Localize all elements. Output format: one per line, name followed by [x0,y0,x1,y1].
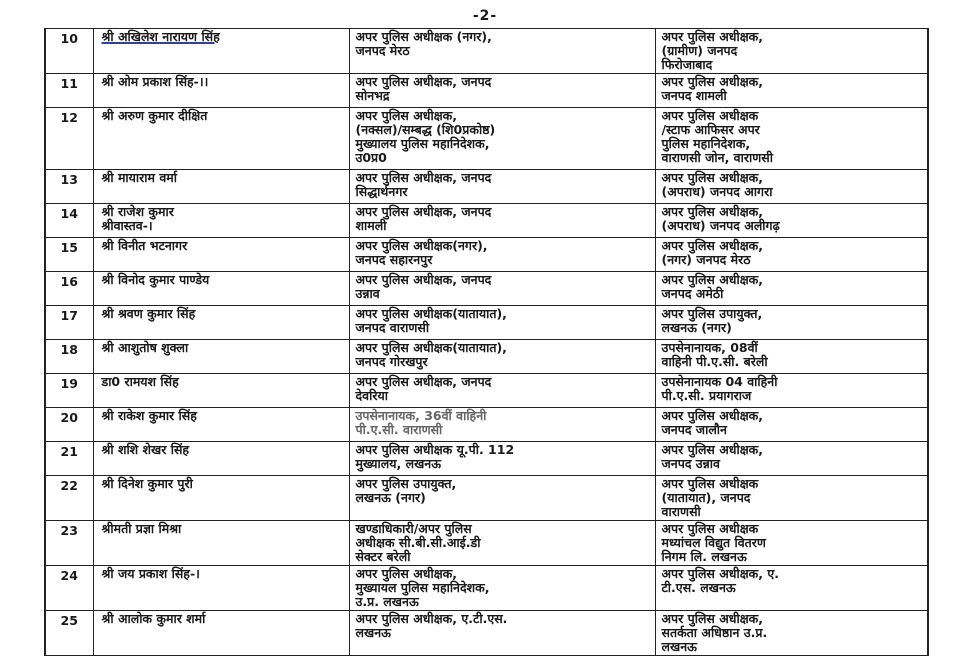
new-posting: अपर पुलिस अधीक्षक, सतर्कता अधिष्ठान उ.प्र. लखनऊ [655,611,928,656]
table-row [45,170,928,204]
new-posting: अपर पुलिस अधीक्षक, (अपराध) जनपद अलीगढ़ [655,204,928,238]
new-posting: अपर पुलिस अधीक्षक, (नगर) जनपद मेरठ [655,238,928,272]
officer-name: श्री श्रवण कुमार सिंह [93,306,349,340]
table-row [45,306,928,340]
serial-number: 19 [45,374,93,408]
new-posting: अपर पुलिस अधीक्षक, (ग्रामीण) जनपद फिरोजाबाद [655,29,928,74]
officer-name: श्री शशि शेखर सिंह [93,442,349,476]
page-number: -2- [472,8,498,24]
current-posting: अपर पुलिस अधीक्षक यू.पी. 112 मुख्यालय, लखनऊ [349,442,655,476]
table-row [45,408,928,442]
table-row [45,521,928,566]
serial-number: 10 [45,29,93,74]
serial-number: 15 [45,238,93,272]
table-row [45,108,928,170]
current-posting: अपर पुलिस अधीक्षक, जनपद उन्नाव [349,272,655,306]
new-posting: अपर पुलिस उपायुक्त, लखनऊ (नगर) [655,306,928,340]
table-row [45,238,928,272]
table-row [45,340,928,374]
serial-number: 14 [45,204,93,238]
current-posting: अपर पुलिस अधीक्षक (नगर), जनपद मेरठ [349,29,655,74]
table-row [45,29,928,74]
table-row [45,611,928,656]
serial-number: 12 [45,108,93,170]
current-posting: अपर पुलिस अधीक्षक, जनपद सिद्धार्थनगर [349,170,655,204]
new-posting: अपर पुलिस अधीक्षक, जनपद शामली [655,74,928,108]
new-posting: उपसेनानायक, 08वीं वाहिनी पी.ए.सी. बरेली [655,340,928,374]
officer-name: श्री ओम प्रकाश सिंह-।। [93,74,349,108]
officer-name: श्री जय प्रकाश सिंह-। [93,566,349,611]
serial-number: 23 [45,521,93,566]
transfer-table-container [44,28,927,654]
table-row [45,204,928,238]
current-posting: अपर पुलिस अधीक्षक, जनपद सोनभद्र [349,74,655,108]
officer-name: श्री दिनेश कुमार पुरी [93,476,349,521]
new-posting: अपर पुलिस अधीक्षक /स्टाफ आफिसर अपर पुलिस महानिदेशक, वाराणसी जोन, वाराणसी [655,108,928,170]
officer-name: श्री राजेश कुमार श्रीवास्तव-। [93,204,349,238]
table-row [45,566,928,611]
serial-number: 11 [45,74,93,108]
current-posting: अपर पुलिस अधीक्षक(यातायात), जनपद वाराणसी [349,306,655,340]
officer-name: श्री राकेश कुमार सिंह [93,408,349,442]
new-posting: उपसेनानायक 04 वाहिनी पी.ए.सी. प्रयागराज [655,374,928,408]
table-row [45,74,928,108]
officer-name: श्री विनीत भटनागर [93,238,349,272]
new-posting: अपर पुलिस अधीक्षक (यातायात), जनपद वाराणसी [655,476,928,521]
officer-name: श्री आशुतोष शुक्ला [93,340,349,374]
officer-name: श्री मायाराम वर्मा [93,170,349,204]
table-row [45,476,928,521]
table-row [45,272,928,306]
officer-name: श्री अखिलेश नारायण सिंह [93,29,349,74]
transfer-table [44,28,929,656]
officer-name: डा0 रामयश सिंह [93,374,349,408]
officer-name: श्री विनोद कुमार पाण्डेय [93,272,349,306]
current-posting: अपर पुलिस अधीक्षक, (नक्सल)/सम्बद्ध (शि0प्रकोष्ठ) मुख्यालय पुलिस महानिदेशक, उ0प्र0 [349,108,655,170]
current-posting: अपर पुलिस उपायुक्त, लखनऊ (नगर) [349,476,655,521]
current-posting: अपर पुलिस अधीक्षक, मुख्यायल पुलिस महानिदेशक, उ.प्र. लखनऊ [349,566,655,611]
current-posting: खण्डाधिकारी/अपर पुलिस अधीक्षक सी.बी.सी.आई.डी सेक्टर बरेली [349,521,655,566]
current-posting: अपर पुलिस अधीक्षक, जनपद शामली [349,204,655,238]
serial-number: 20 [45,408,93,442]
table-row [45,442,928,476]
new-posting: अपर पुलिस अधीक्षक, जनपद अमेठी [655,272,928,306]
new-posting: अपर पुलिस अधीक्षक, (अपराध) जनपद आगरा [655,170,928,204]
current-posting: अपर पुलिस अधीक्षक, जनपद देवरिया [349,374,655,408]
serial-number: 18 [45,340,93,374]
current-posting: अपर पुलिस अधीक्षक, ए.टी.एस. लखनऊ [349,611,655,656]
current-posting: उपसेनानायक, 36वीं वाहिनी पी.ए.सी. वाराणसी [349,408,655,442]
new-posting: अपर पुलिस अधीक्षक, ए. टी.एस. लखनऊ [655,566,928,611]
serial-number: 22 [45,476,93,521]
current-posting: अपर पुलिस अधीक्षक(यातायात), जनपद गोरखपुर [349,340,655,374]
serial-number: 24 [45,566,93,611]
serial-number: 16 [45,272,93,306]
serial-number: 13 [45,170,93,204]
table-row [45,374,928,408]
officer-name: श्रीमती प्रज्ञा मिश्रा [93,521,349,566]
current-posting: अपर पुलिस अधीक्षक(नगर), जनपद सहारनपुर [349,238,655,272]
serial-number: 21 [45,442,93,476]
officer-name: श्री अरुण कुमार दीक्षित [93,108,349,170]
serial-number: 25 [45,611,93,656]
new-posting: अपर पुलिस अधीक्षक, जनपद जालौन [655,408,928,442]
officer-name: श्री आलोक कुमार शर्मा [93,611,349,656]
serial-number: 17 [45,306,93,340]
new-posting: अपर पुलिस अधीक्षक मध्यांचल विद्युत वितरण निगम लि. लखनऊ [655,521,928,566]
new-posting: अपर पुलिस अधीक्षक, जनपद उन्नाव [655,442,928,476]
